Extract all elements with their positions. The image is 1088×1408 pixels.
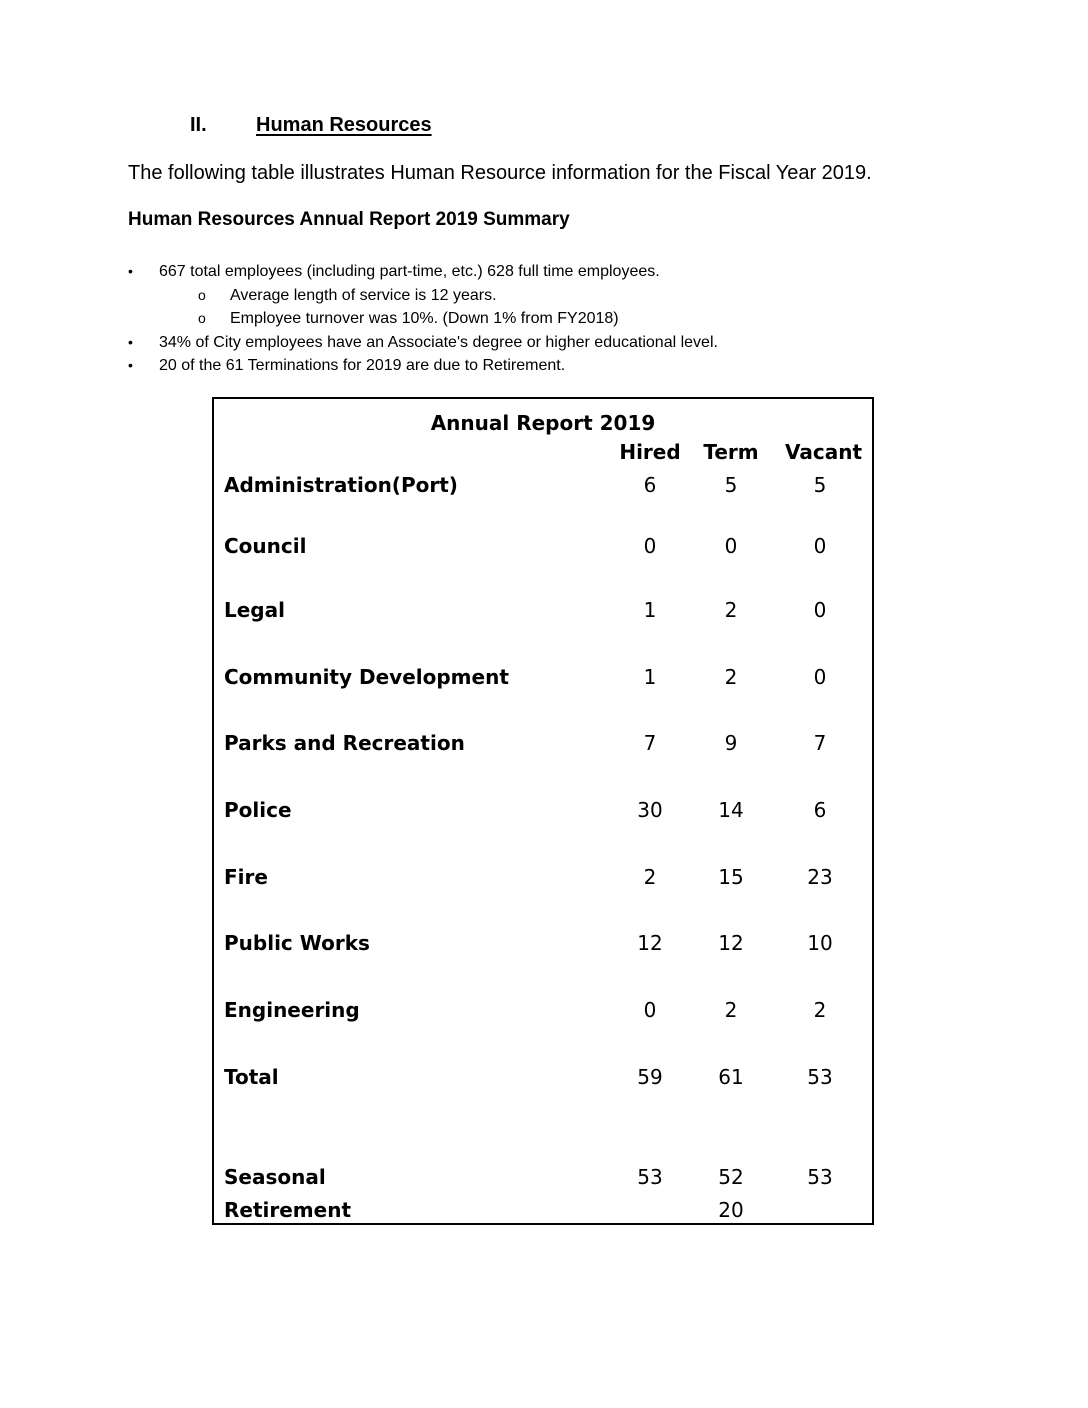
term-value: 61 — [718, 1065, 744, 1089]
table-row — [224, 998, 864, 1028]
term-value: 14 — [718, 798, 744, 822]
department-label: Retirement — [224, 1198, 352, 1222]
table-row — [224, 798, 864, 828]
hired-value: 6 — [643, 473, 657, 497]
bullet-item — [128, 331, 718, 355]
term-value: 2 — [724, 598, 738, 622]
vacant-value: 0 — [813, 534, 827, 558]
bullet-marker-icon: • — [128, 263, 133, 279]
term-value: 2 — [724, 665, 738, 689]
vacant-value: 53 — [807, 1065, 833, 1089]
term-value: 5 — [724, 473, 738, 497]
hired-value: 2 — [643, 865, 657, 889]
vacant-value: 0 — [813, 665, 827, 689]
table-row — [224, 731, 864, 761]
hired-value: 1 — [643, 598, 657, 622]
table-row — [224, 534, 864, 564]
vacant-value: 53 — [807, 1165, 833, 1189]
section-title: Human Resources — [256, 114, 432, 136]
department-label: Administration(Port) — [224, 473, 458, 497]
department-label: Parks and Recreation — [224, 731, 465, 755]
summary-title: Human Resources Annual Report 2019 Summary — [128, 209, 570, 230]
vacant-value: 5 — [813, 473, 827, 497]
circle-bullet-icon: o — [198, 310, 206, 326]
hired-value: 59 — [637, 1065, 663, 1089]
total-label: Total — [224, 1065, 279, 1089]
term-value: 15 — [718, 865, 744, 889]
section-heading — [190, 114, 432, 137]
section-number: II. — [190, 114, 207, 136]
department-label: Council — [224, 534, 307, 558]
hired-value: 7 — [643, 731, 657, 755]
department-label: Legal — [224, 598, 285, 622]
term-value: 52 — [718, 1165, 744, 1189]
intro-paragraph: The following table illustrates Human Resource information for the Fiscal Year 2019. — [128, 162, 872, 184]
hired-value: 0 — [643, 534, 657, 558]
bullet-text: 20 of the 61 Terminations for 2019 are due to Retirement. — [159, 357, 566, 374]
table-header-row — [224, 440, 864, 470]
table-row — [224, 473, 864, 503]
table-row — [224, 1165, 864, 1195]
sub-bullet-item — [128, 284, 718, 308]
table-row — [224, 931, 864, 961]
department-label: Public Works — [224, 931, 370, 955]
term-value: 12 — [718, 931, 744, 955]
department-label: Fire — [224, 865, 268, 889]
term-value: 0 — [724, 534, 738, 558]
hired-value: 1 — [643, 665, 657, 689]
department-label: Engineering — [224, 998, 360, 1022]
hired-value: 30 — [637, 798, 663, 822]
bullet-item — [128, 260, 718, 284]
table-row — [224, 865, 864, 895]
bullet-text: Average length of service is 12 years. — [230, 286, 497, 304]
column-header-term: Term — [703, 440, 759, 464]
column-header-vacant: Vacant — [785, 440, 863, 464]
circle-bullet-icon: o — [198, 286, 206, 303]
column-header-hired: Hired — [619, 440, 681, 464]
annual-report-table — [212, 397, 874, 1225]
table-caption: Annual Report 2019 — [430, 411, 656, 435]
vacant-value: 7 — [813, 731, 827, 755]
department-label: Seasonal — [224, 1165, 326, 1189]
term-value: 2 — [724, 998, 738, 1022]
bullet-item — [128, 354, 718, 378]
department-label: Community Development — [224, 665, 509, 689]
term-value: 20 — [718, 1198, 744, 1222]
table-row — [224, 598, 864, 628]
term-value: 9 — [724, 731, 738, 755]
vacant-value: 6 — [813, 798, 827, 822]
bullet-marker-icon: • — [128, 357, 133, 373]
vacant-value: 0 — [813, 598, 827, 622]
vacant-value: 23 — [807, 865, 833, 889]
table-row — [224, 665, 864, 695]
hired-value: 53 — [637, 1165, 663, 1189]
table-row — [224, 1198, 864, 1228]
department-label: Police — [224, 798, 292, 822]
bullet-text: 34% of City employees have an Associate's degree or higher educational level. — [159, 333, 718, 351]
vacant-value: 10 — [807, 931, 833, 955]
bullet-text: Employee turnover was 10%. (Down 1% from FY2018) — [230, 310, 619, 327]
bullet-text: 667 total employees (including part-time, etc.) 628 full time employees. — [159, 263, 660, 280]
hired-value: 0 — [643, 998, 657, 1022]
sub-bullet-item — [128, 307, 718, 331]
vacant-value: 2 — [813, 998, 827, 1022]
hired-value: 12 — [637, 931, 663, 955]
table-row-total — [224, 1065, 864, 1095]
bullet-marker-icon: • — [128, 333, 133, 350]
summary-bullet-list — [128, 260, 718, 378]
